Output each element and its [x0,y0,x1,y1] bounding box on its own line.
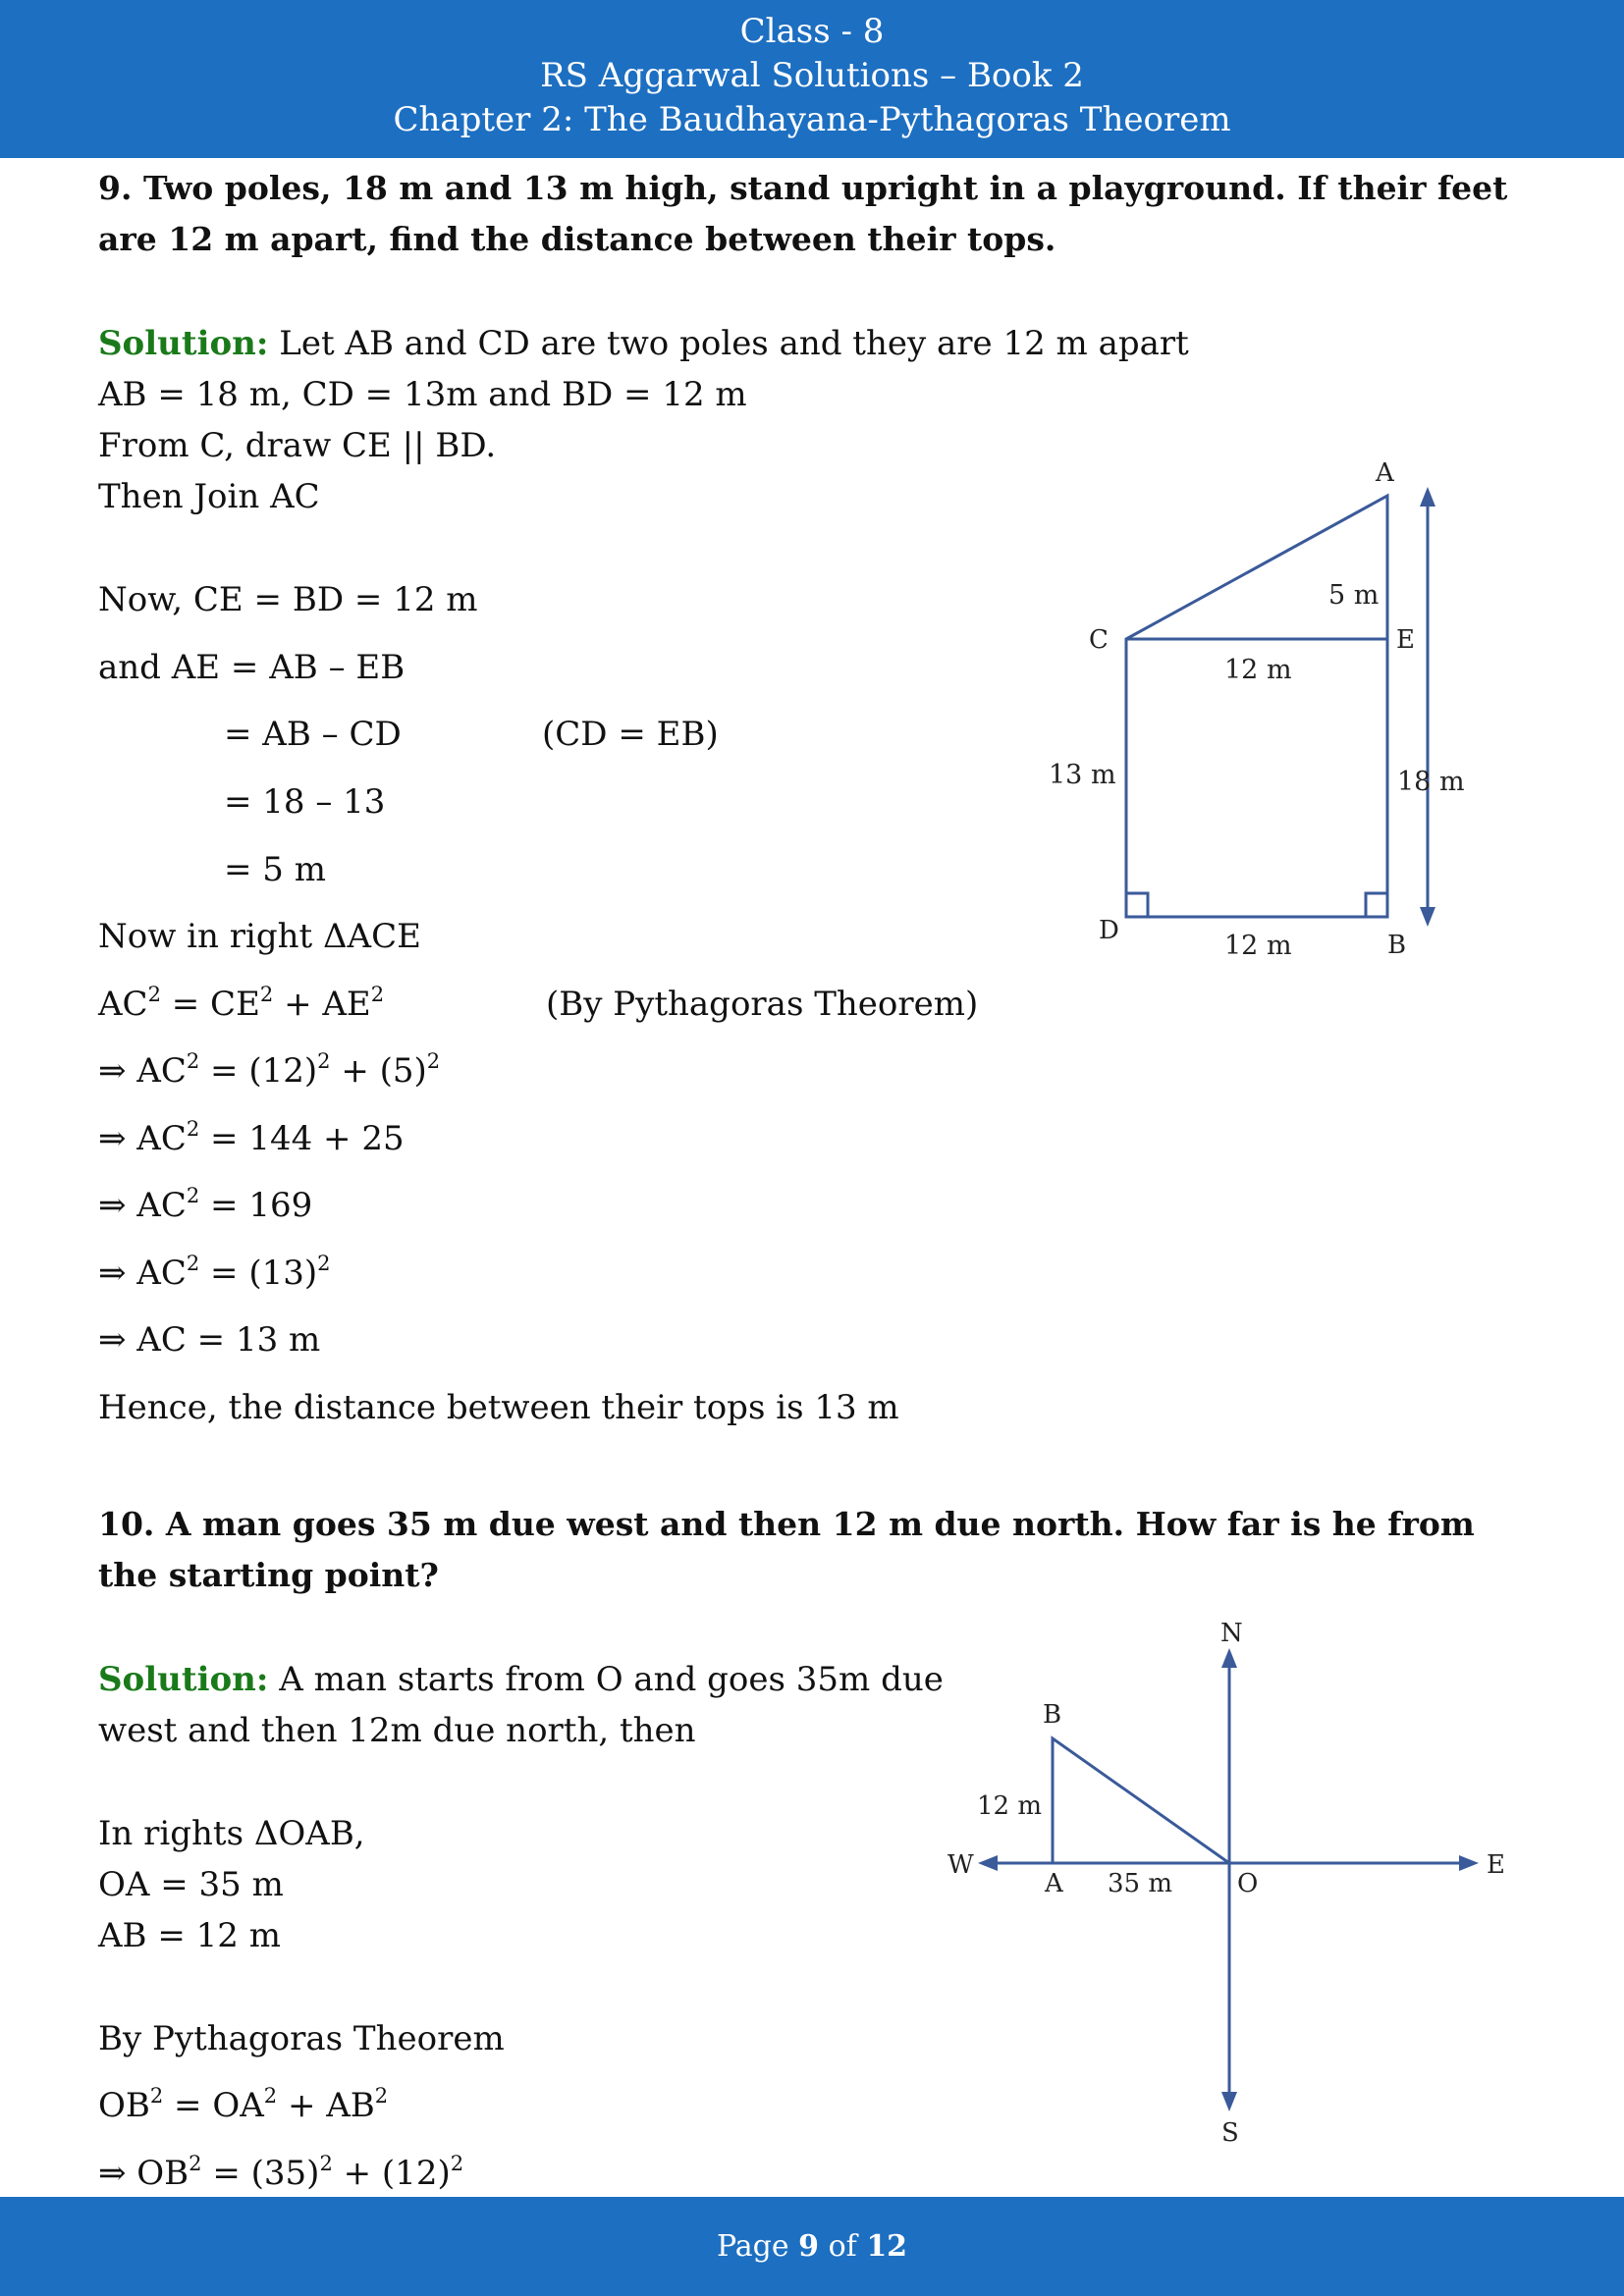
label-b: B [1043,1700,1062,1730]
q9-line-5: Now, CE = BD = 12 m [98,580,478,619]
q9-line-7-note: (CD = EB) [542,715,719,754]
q10-line-6: By Pythagoras Theorem [98,2019,505,2058]
q9-equation-1-note: (By Pythagoras Theorem) [546,985,979,1024]
page-total: 12 [866,2229,908,2264]
solution-text: Let AB and CD are two poles and they are 12 m apart [268,324,1189,363]
arrow-north-icon [1221,1648,1237,1668]
right-angle-b [1366,893,1387,917]
label-ab: 18 m [1397,767,1465,797]
q9-line-9: = 5 m [224,850,326,889]
label-db: 12 m [1224,931,1292,961]
q10-line-2: west and then 12m due north, then [98,1711,696,1750]
q9-equation-1: $AC^2 = CE^2 + AE^2$ [98,983,385,1024]
of-word: of [828,2229,857,2264]
q9-line-8: = 18 – 13 [224,782,386,822]
q9-equation-5: ⇒ $AC^2 = (13)^2$ [98,1252,331,1293]
q9-line-3: From C, draw CE || BD. [98,426,497,465]
arrow-south-icon [1221,2092,1237,2111]
label-cd: 13 m [1049,760,1116,790]
right-angle-d [1126,893,1148,917]
label-e: E [1487,1850,1505,1880]
label-b: B [1387,931,1407,960]
label-a: A [1376,458,1394,488]
solution-label: Solution: [98,1660,269,1699]
q9-equation-6: ⇒ AC = 13 m [98,1320,321,1360]
header-chapter: Chapter 2: The Baudhayana-Pythagoras Theorem [393,100,1231,139]
arrow-up-head [1420,487,1435,507]
header-class: Class - 8 [739,12,885,51]
solution-text: A man starts from O and goes 35m due [268,1660,944,1699]
label-s: S [1221,2118,1239,2148]
q9-line-2: AB = 18 m, CD = 13m and BD = 12 m [98,375,747,414]
q10-line-3: In rights ΔOAB, [98,1814,365,1853]
page-footer [0,2197,1624,2296]
label-ae: 5 m [1328,580,1380,611]
label-n: N [1220,1619,1243,1648]
q10-direction-diagram [943,1615,1532,2155]
header-book: RS Aggarwal Solutions – Book 2 [540,56,1084,95]
label-c: C [1089,625,1109,655]
q9-line-7: = AB – CD [224,715,402,754]
q10-line-5: AB = 12 m [98,1916,281,1955]
q10-solution-intro [98,1660,944,1699]
page-word: Page [716,2229,789,2264]
q9-equation-4: ⇒ $AC^2 = 169$ [98,1184,313,1225]
label-d: D [1099,916,1119,945]
label-ab: 12 m [977,1791,1043,1821]
solution-label: Solution: [98,324,269,363]
arrow-down-head [1420,907,1435,927]
q9-conclusion: Hence, the distance between their tops is 13 m [98,1388,899,1427]
q10-equation-2: ⇒ $OB^2 = (35)^2 + (12)^2$ [98,2152,464,2193]
page-header [0,0,1624,158]
arrow-east-icon [1459,1855,1479,1871]
q9-line-6: and AE = AB – EB [98,648,406,687]
q9-equation-2: ⇒ $AC^2 = (12)^2 + (5)^2$ [98,1049,441,1091]
label-a: A [1045,1869,1063,1898]
q9-equation-3: ⇒ $AC^2 = 144 + 25$ [98,1117,405,1158]
label-ce: 12 m [1224,655,1292,685]
label-ao: 35 m [1108,1869,1173,1898]
poles-quadrilateral [1126,496,1387,917]
question-10: 10. A man goes 35 m due west and then 12 m due north. How far is he from the starting point? [98,1505,1475,1594]
triangle-oab [1053,1738,1229,1863]
label-e: E [1396,625,1415,655]
question-9: 9. Two poles, 18 m and 13 m high, stand upright in a playground. If their feet are 12 m apart, find the distance between their tops. [98,169,1508,258]
q9-solution-intro [98,324,1189,363]
q9-poles-diagram [1021,452,1571,972]
q10-line-4: OA = 35 m [98,1865,284,1904]
page-number: 9 [798,2229,820,2264]
q10-equation-1: $OB^2 = OA^2 + AB^2$ [98,2084,389,2125]
label-w: W [947,1850,974,1880]
label-o: O [1237,1869,1259,1898]
q9-line-10: Now in right ΔACE [98,917,421,956]
q9-line-4: Then Join AC [98,477,320,516]
arrow-west-icon [978,1855,998,1871]
